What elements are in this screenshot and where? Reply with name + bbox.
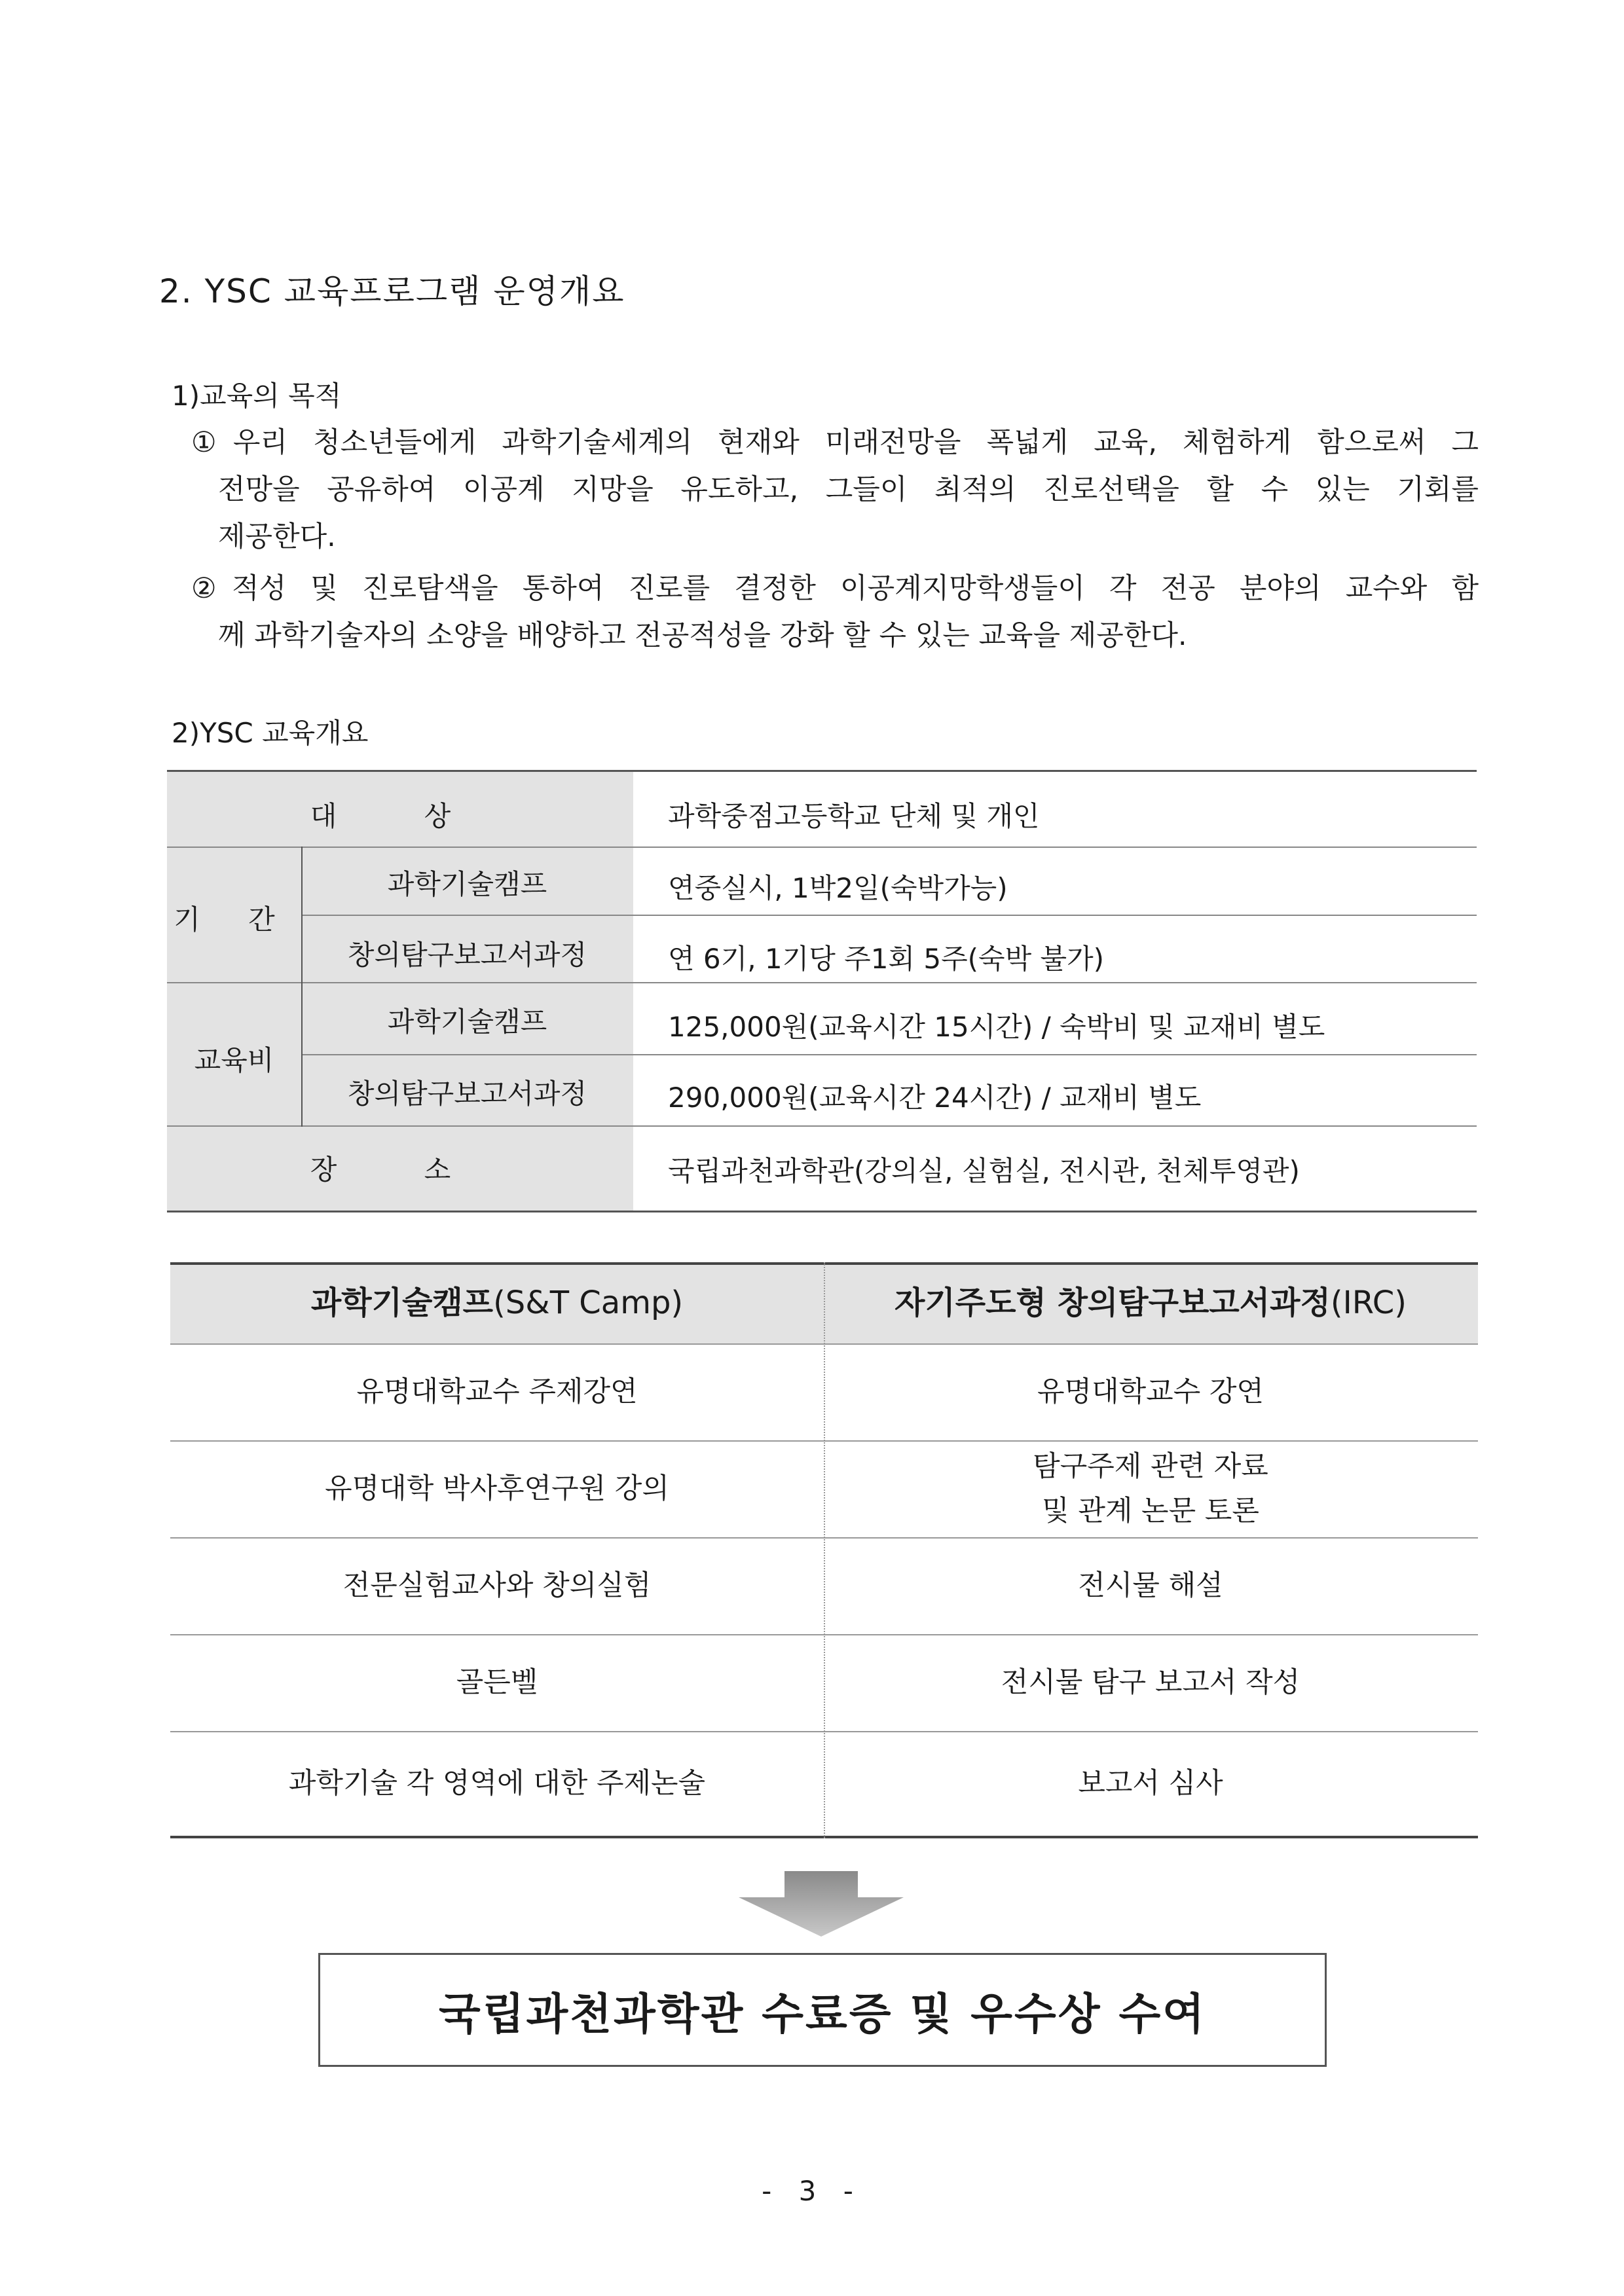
irc-item-line: 보고서 심사 (1078, 1767, 1223, 1800)
purpose-item-2-line: 께 과학기술자의 소양을 배양하고 전공적성을 강화 할 수 있는 교육을 제공한다. (218, 619, 1187, 652)
camp-item: 유명대학 박사후연구원 강의 (325, 1472, 669, 1505)
page-number: - 3 - (762, 2175, 862, 2207)
fee-program: 창의탐구보고서과정 (347, 1078, 587, 1110)
target-value: 과학중점고등학교 단체 및 개인 (668, 800, 1040, 832)
irc-item-line: 탐구주제 관련 자료 (1033, 1450, 1268, 1483)
table-bottom-border (167, 1211, 1477, 1212)
irc-item (824, 1731, 1477, 1836)
camp-item: 과학기술 각 영역에 대한 주제논술 (288, 1767, 706, 1800)
irc-item (824, 1343, 1477, 1440)
fee-label: 교육비 (194, 1044, 274, 1076)
place-label: 장 소 (310, 1154, 490, 1186)
irc-item-line: 전시물 해설 (1078, 1569, 1223, 1602)
irc-header (824, 1262, 1477, 1343)
period-label: 기 간 (174, 903, 295, 936)
purpose-item-2-line: ②적성 및 진로탐색을 통하여 진로를 결정한 이공계지망학생들이 각 전공 분야의 교수와 함 (191, 572, 1479, 605)
section-title: 2. YSC 교육프로그램 운영개요 (159, 272, 625, 310)
camp-item: 유명대학교수 주제강연 (356, 1376, 638, 1408)
period-program: 창의탐구보고서과정 (347, 939, 587, 971)
row-divider (301, 1054, 1477, 1055)
overview-table (167, 770, 1477, 1212)
period-program: 과학기술캠프 (387, 868, 547, 900)
purpose-item-1-line: 전망을 공유하여 이공계 지망을 유도하고, 그들이 최적의 진로선택을 할 수 있는 기회를 (218, 473, 1479, 506)
camp-header (170, 1262, 824, 1343)
overview-heading: 2)YSC 교육개요 (172, 717, 369, 749)
label-column-shade (167, 770, 633, 1212)
row-divider (167, 1125, 1477, 1127)
camp-header-title: 과학기술캠프 (310, 1285, 494, 1321)
row-divider (301, 915, 1477, 916)
place-value: 국립과천과학관(강의실, 실험실, 전시관, 천체투영관) (668, 1155, 1300, 1187)
irc-item (824, 1440, 1477, 1537)
purpose-item-1-line: 제공한다. (218, 520, 336, 553)
table-top-border (167, 770, 1477, 772)
purpose-heading: 1)교육의 목적 (172, 380, 342, 412)
irc-header-title: 자기주도형 창의탐구보고서과정 (895, 1285, 1331, 1321)
irc-item (824, 1634, 1477, 1731)
row-divider (167, 982, 1477, 983)
fee-value: 290,000원(교육시간 24시간) / 교재비 별도 (668, 1082, 1202, 1114)
fee-value: 125,000원(교육시간 15시간) / 숙박비 및 교재비 별도 (668, 1011, 1325, 1043)
period-value: 연중실시, 1박2일(숙박가능) (668, 872, 1008, 904)
irc-item-line: 및 관계 논문 토론 (1042, 1495, 1259, 1527)
irc-item-line: 전시물 탐구 보고서 작성 (1001, 1666, 1301, 1699)
irc-item-line: 유명대학교수 강연 (1037, 1376, 1264, 1408)
fee-program: 과학기술캠프 (387, 1006, 547, 1038)
irc-item (824, 1537, 1477, 1634)
camp-item: 전문실험교사와 창의실험 (342, 1569, 652, 1602)
down-arrow-icon (739, 1871, 904, 1937)
irc-header-abbr: (IRC) (1330, 1285, 1407, 1321)
period-value: 연 6기, 1기당 주1회 5주(숙박 불가) (668, 943, 1105, 975)
camp-header-abbr: (S&T Camp) (493, 1285, 684, 1321)
row-divider (167, 847, 1477, 848)
program-comparison-table (170, 1262, 1478, 1838)
purpose-item-1-line: ①우리 청소년들에게 과학기술세계의 현재와 미래전망을 폭넓게 교육, 체험하게 함으로써 그 (191, 426, 1479, 459)
completion-award-box: 국립과천과학관 수료증 및 우수상 수여 (318, 1953, 1327, 2067)
camp-item: 골든벨 (456, 1666, 538, 1699)
target-label: 대 상 (310, 800, 490, 832)
